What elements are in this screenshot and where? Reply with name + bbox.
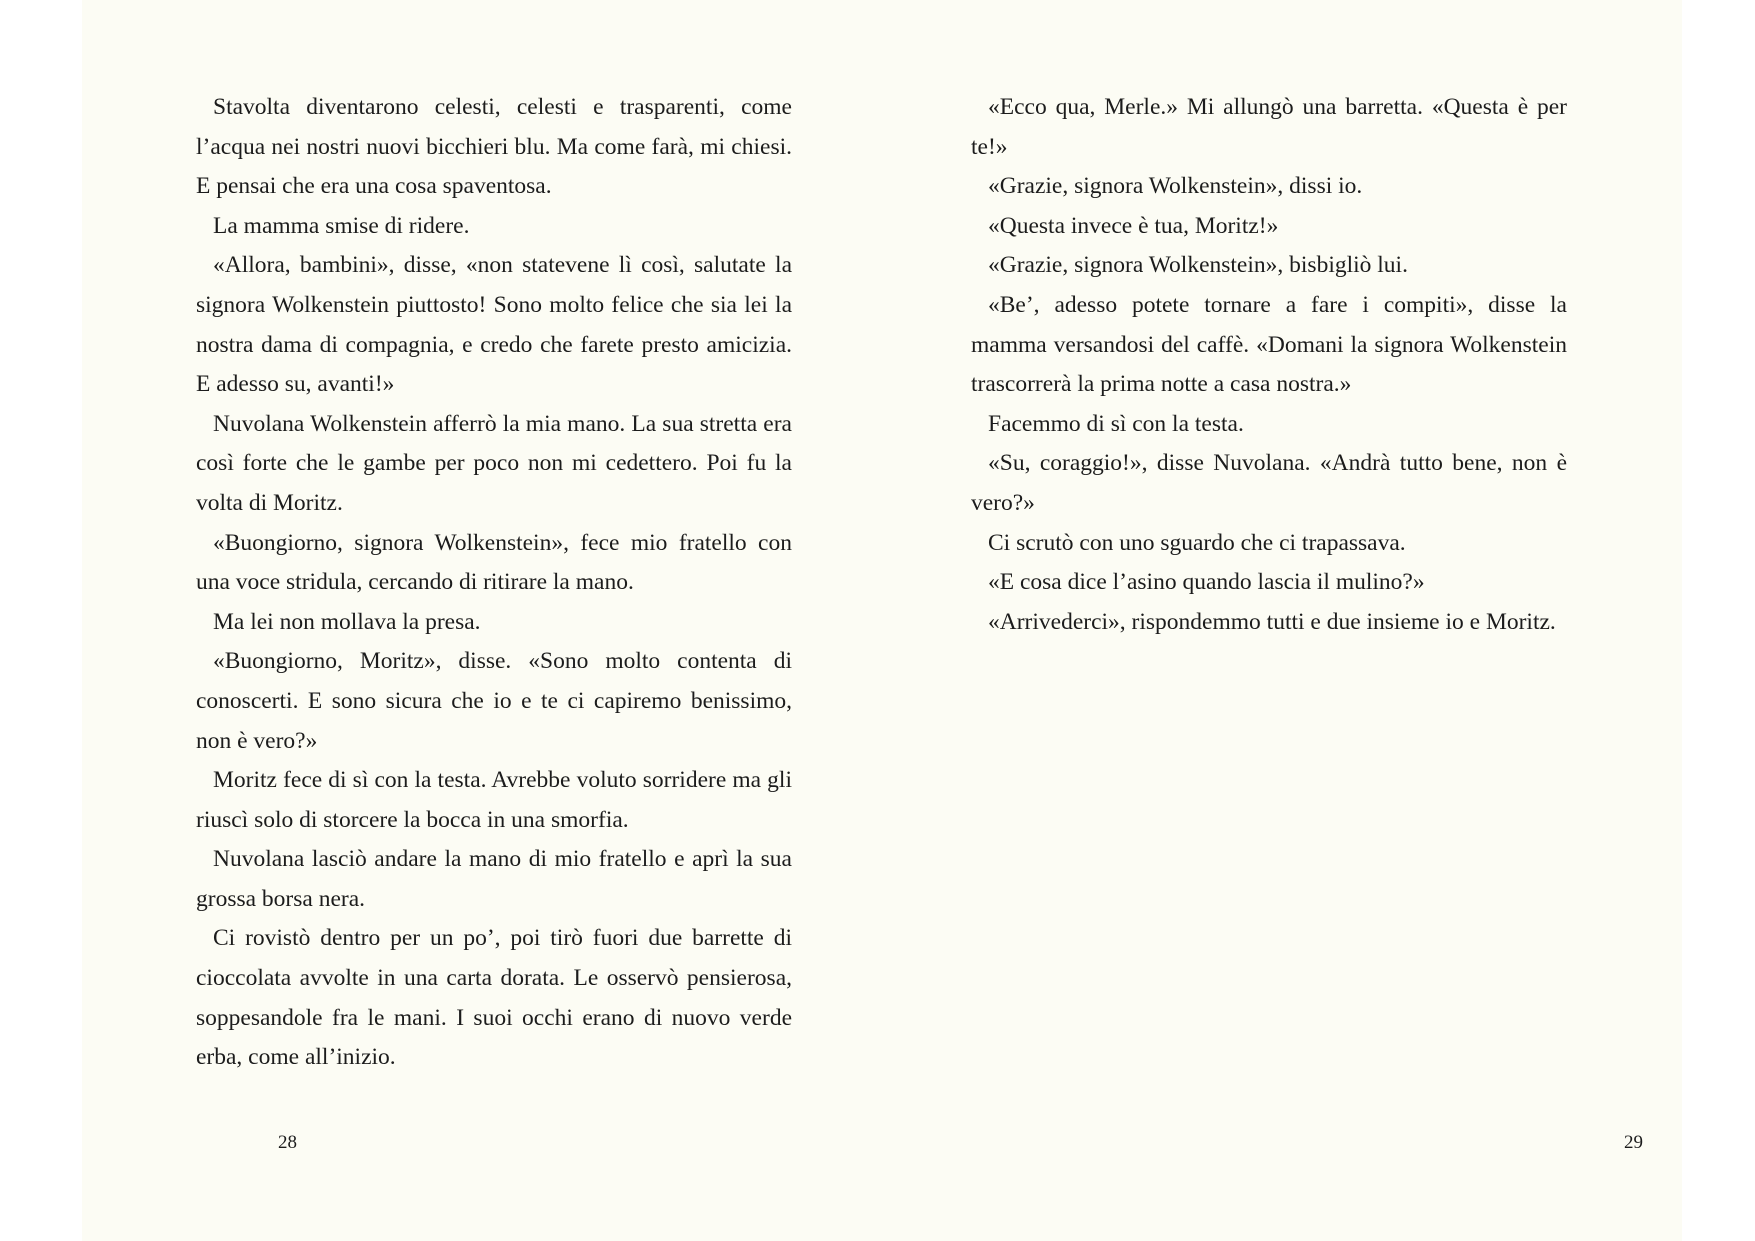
- paragraph: «Ecco qua, Merle.» Mi allungò una barretta. «Questa è per te!»: [971, 94, 1567, 160]
- book-spread: [82, 0, 1682, 1241]
- paragraph: «E cosa dice l’asino quando lascia il mulino?»: [988, 569, 1425, 596]
- paragraph: Ci rovistò dentro per un po’, poi tirò fuori due barrette di cioccolata avvolte in una carta dorata. Le osservò pensierosa, soppesandole fra le mani. I suoi occhi erano di nuovo verde erba, come all’inizio.: [196, 925, 792, 1071]
- paragraph: Moritz fece di sì con la testa. Avrebbe voluto sorridere ma gli riuscì solo di storcere la bocca in una smorfia.: [196, 767, 792, 833]
- paragraph: «Buongiorno, Moritz», disse. «Sono molto contenta di conoscerti. E sono sicura che io e te ci capiremo benissimo, non è vero?»: [196, 648, 792, 754]
- paragraph: «Grazie, signora Wolkenstein», dissi io.: [988, 173, 1363, 200]
- paragraph: «Be’, adesso potete tornare a fare i compiti», disse la mamma versandosi del caffè. «Domani la signora Wolkenstein trascorrerà la prima notte a casa nostra.»: [971, 291, 1567, 398]
- paragraph: Ma lei non mollava la presa.: [213, 608, 481, 635]
- paragraph: «Su, coraggio!», disse Nuvolana. «Andrà tutto bene, non è vero?»: [971, 450, 1567, 516]
- paragraph: Stavolta diventarono celesti, celesti e trasparenti, come l’acqua nei nostri nuovi bicchieri blu. Ma come farà, mi chiesi. E pensai che era una cosa spaventosa.: [196, 94, 792, 200]
- paragraph: «Arrivederci», rispondemmo tutti e due insieme io e Moritz.: [988, 608, 1556, 635]
- paragraph: Facemmo di sì con la testa.: [988, 410, 1244, 437]
- paragraph: «Buongiorno, signora Wolkenstein», fece mio fratello con una voce stridula, cercando di ritirare la mano.: [196, 529, 792, 596]
- paragraph: Ci scrutò con uno sguardo che ci trapassava.: [988, 529, 1406, 556]
- paragraph: Nuvolana Wolkenstein afferrò la mia mano. La sua stretta era così forte che le gambe per poco non mi cedettero. Poi fu la volta di Moritz.: [196, 410, 792, 516]
- paragraph: «Allora, bambini», disse, «non statevene lì così, salutate la signora Wolkenstein piuttosto! Sono molto felice che sia lei la nostra dama di compagnia, e credo che farete presto amicizia. E adesso su, avanti!»: [196, 252, 792, 398]
- page-number-right: 29: [1624, 1132, 1643, 1153]
- right-page-body: [971, 88, 1567, 642]
- left-page-body: [196, 88, 792, 1078]
- paragraph: Nuvolana lasciò andare la mano di mio fratello e aprì la sua grossa borsa nera.: [196, 846, 792, 912]
- paragraph: La mamma smise di ridere.: [213, 212, 470, 239]
- page-number-left: 28: [278, 1132, 297, 1153]
- paragraph: «Questa invece è tua, Moritz!»: [988, 212, 1279, 239]
- paragraph: «Grazie, signora Wolkenstein», bisbigliò lui.: [988, 252, 1408, 279]
